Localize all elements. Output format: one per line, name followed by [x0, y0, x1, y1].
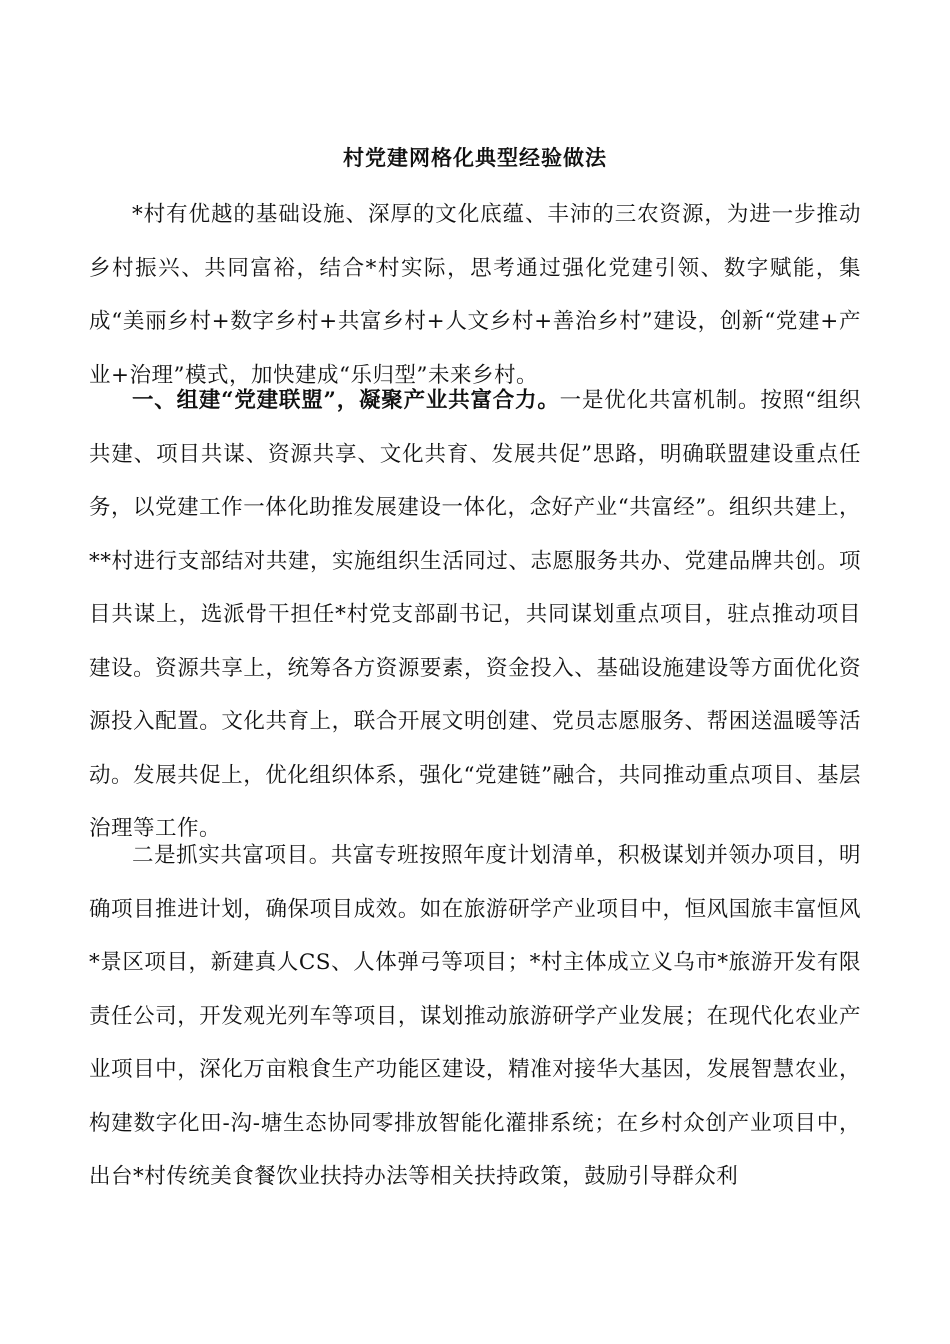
section-one-body: 一是优化共富机制。按照“组织共建、项目共谋、资源共享、文化共育、发展共促”思路，明确联盟建设重点任务，以党建工作一体化助推发展建设一体化，念好产业“共富经”。组织共建上，**村进行支部结对共建，实施组织生活同过、志愿服务共办、党建品牌共创。项目共谋上，选派骨干担任*村党支部副书记，共同谋划重点项目，驻点推动项目建设。资源共享上，统筹各方资源要素，资金投入、基础设施建设等方面优化资源投入配置。文化共育上，联合开展文明创建、党员志愿服务、帮困送温暖等活动。发展共促上，优化组织体系，强化“党建链”融合，共同推动重点项目、基层治理等工作。: [89, 388, 861, 841]
intro-paragraph: *村有优越的基础设施、深厚的文化底蕴、丰沛的三农资源，为进一步推动乡村振兴、共同富裕，结合*村实际，思考通过强化党建引领、数字赋能，集成“美丽乡村+数字乡村+共富乡村+人文乡村+善治乡村”建设，创新“党建+产业+治理”模式，加快建成“乐归型”未来乡村。: [89, 202, 861, 388]
document-title: 村党建网格化典型经验做法: [343, 145, 607, 170]
common-prosperity-projects-paragraph: 二是抓实共富项目。共富专班按照年度计划清单，积极谋划并领办项目，明确项目推进计划，确保项目成效。如在旅游研学产业项目中，恒风国旅丰富恒风*景区项目，新建真人CS、人体弹弓等项目；*村主体成立义乌市*旅游开发有限责任公司，开发观光列车等项目，谋划推动旅游研学产业发展；在现代化农业产业项目中，深化万亩粮食生产功能区建设，精准对接华大基因，发展智慧农业，构建数字化田-沟-塘生态协同零排放智能化灌排系统；在乡村众创产业项目中，出台*村传统美食餐饮业扶持办法等相关扶持政策，鼓励引导群众利: [89, 843, 861, 1189]
section-one-heading: 一、组建“党建联盟”，凝聚产业共富合力。: [132, 388, 560, 413]
section-one-paragraph: [89, 374, 861, 856]
